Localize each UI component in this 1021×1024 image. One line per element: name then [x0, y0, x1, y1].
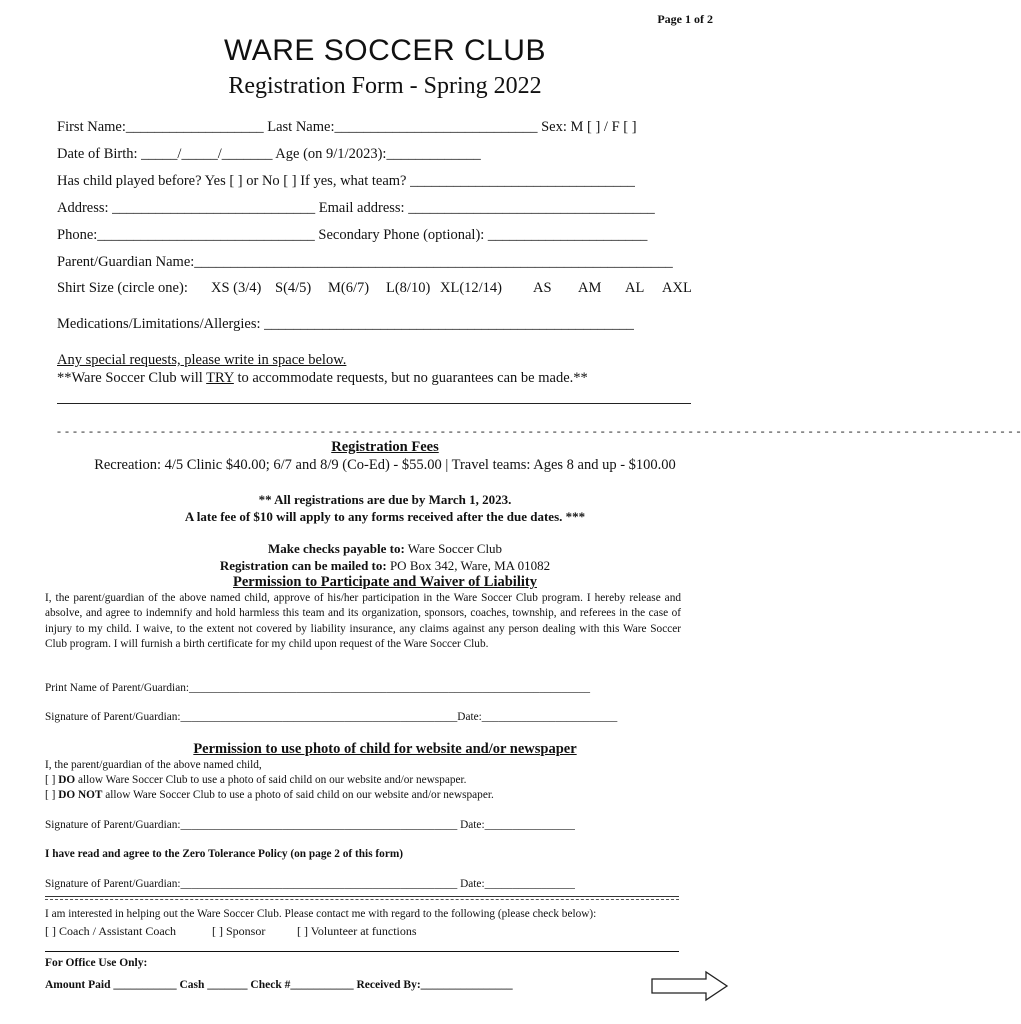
waiver-text: I, the parent/guardian of the above named child, approve of his/her participation in the Ware Soccer Club program. I hereby release and absolve, and agree to indemnify and hold harmless this team and its organization, sponsors, coaches, township, and referees in the case of injury to my child. I waive, to the extent not covered by liability insurance, any claims against any person dealing with this Ware Soccer Club program. I will furnish a birth certificate for my child upon request of the Ware Soccer Club. [45, 592, 681, 650]
waiver-signature-field[interactable]: Signature of Parent/Guardian:_________________________________________________Date:________________________ [45, 711, 618, 723]
club-name-title: WARE SOCCER CLUB [224, 34, 546, 67]
shirt-size-option[interactable]: S(4/5) [275, 280, 312, 296]
volunteer-option-coach[interactable]: [ ] Coach / Assistant Coach [45, 924, 176, 938]
medications-field[interactable]: Medications/Limitations/Allergies: ___________________________________________________ [57, 316, 634, 332]
office-separator [45, 951, 679, 952]
checkbox[interactable]: [ ] [45, 774, 59, 786]
mailing-address-line [0, 558, 770, 574]
late-fee-notice: A late fee of $10 will apply to any forms received after the due dates. *** [184, 509, 586, 524]
volunteer-option-functions[interactable]: [ ] Volunteer at functions [297, 924, 417, 938]
checks-payable-value: Ware Soccer Club [404, 541, 503, 556]
volunteer-intro: I am interested in helping out the Ware Soccer Club. Please contact me with regard to the following (please check below): [45, 908, 597, 920]
do-not-text: allow Ware Soccer Club to use a photo of said child on our website and/or newspaper. [102, 789, 494, 801]
form-title: Registration Form - Spring 2022 [228, 73, 542, 99]
section-divider: - - - - - - - - - - - - - - - - - - - - - - - - - - - - - - - - - - - - - - - - - - - - - - - - - - - - - - - - - - - - - - - - - - - - - - - - - - - - - - - - - - - - - - - - - - - - - - - - - - - - - - - - - - - - - - - - - - - - - - - - - [57, 424, 1021, 438]
checks-payable-label: Make checks payable to: [267, 541, 405, 556]
print-name-field[interactable]: Print Name of Parent/Guardian:_______________________________________________________________________ [45, 682, 591, 694]
shirt-size-label: Shirt Size (circle one): [57, 280, 188, 296]
mailing-address-value: PO Box 342, Ware, MA 01082 [386, 558, 551, 573]
note-emphasis: TRY [206, 370, 234, 386]
shirt-size-option[interactable]: XL(12/14) [440, 280, 503, 296]
do-not-word: DO NOT [58, 789, 103, 801]
mailing-address-label: Registration can be mailed to: [219, 558, 387, 573]
section-rule [45, 899, 679, 900]
do-text: allow Ware Soccer Club to use a photo of said child on our website and/or newspaper. [75, 774, 467, 786]
registration-fees-line: Recreation: 4/5 Clinic $40.00; 6/7 and 8/9 (Co-Ed) - $55.00 | Travel teams: Ages 8 and up - $100.00 [94, 457, 676, 473]
waiver-heading: Permission to Participate and Waiver of Liability [233, 574, 537, 590]
checks-payable-line [0, 541, 770, 557]
address-email-field-row[interactable]: Address: ____________________________ Email address: __________________________________ [57, 200, 655, 216]
registration-due-notice: ** All registrations are due by March 1, 2023. [258, 492, 512, 507]
parent-guardian-name-field[interactable]: Parent/Guardian Name:__________________________________________________________________ [57, 254, 673, 270]
shirt-size-option[interactable]: AM [578, 280, 602, 296]
registration-fees-heading: Registration Fees [331, 439, 439, 455]
played-before-field-row[interactable]: Has child played before? Yes [ ] or No [ ] If yes, what team? _______________________________ [57, 173, 635, 189]
photo-do-not-option[interactable] [45, 789, 494, 801]
date-of-birth-age-field-row[interactable]: Date of Birth: _____/_____/_______ Age (on 9/1/2023):_____________ [57, 146, 481, 162]
special-requests-heading: Any special requests, please write in space below. [57, 352, 347, 368]
photo-do-option[interactable] [45, 774, 467, 786]
next-page-arrow-icon[interactable] [651, 971, 729, 1001]
photo-signature-field[interactable]: Signature of Parent/Guardian:_________________________________________________ Date:________________ [45, 819, 575, 831]
office-use-heading: For Office Use Only: [45, 957, 148, 969]
shirt-size-option[interactable]: AL [625, 280, 645, 296]
volunteer-option-sponsor[interactable]: [ ] Sponsor [212, 924, 266, 938]
special-requests-note [57, 370, 588, 387]
note-prefix: **Ware Soccer Club will [57, 370, 207, 386]
shirt-size-option[interactable]: L(8/10) [386, 280, 431, 296]
photo-permission-heading: Permission to use photo of child for website and/or newspaper [193, 741, 577, 757]
shirt-size-option[interactable]: AXL [662, 280, 692, 296]
zero-tolerance-signature-field[interactable]: Signature of Parent/Guardian:_________________________________________________ Date:________________ [45, 878, 575, 890]
shirt-size-option[interactable]: AS [533, 280, 552, 296]
office-use-fields[interactable]: Amount Paid ___________ Cash _______ Check #___________ Received By:________________ [45, 979, 513, 991]
page-indicator: Page 1 of 2 [657, 12, 713, 26]
shirt-size-option[interactable]: M(6/7) [328, 280, 370, 296]
special-requests-write-line[interactable] [57, 403, 691, 404]
phone-field-row[interactable]: Phone:______________________________ Secondary Phone (optional): ______________________ [57, 227, 648, 243]
do-word: DO [58, 774, 76, 786]
photo-permission-intro: I, the parent/guardian of the above named child, [45, 759, 262, 771]
name-sex-field-row[interactable]: First Name:___________________ Last Name:____________________________ Sex: M [ ] / F [ ] [57, 119, 637, 135]
note-suffix: to accommodate requests, but no guarantees can be made.** [233, 370, 588, 386]
section-rule [45, 896, 679, 897]
shirt-size-option[interactable]: XS (3/4) [211, 280, 262, 296]
checkbox[interactable]: [ ] [45, 789, 59, 801]
zero-tolerance-statement: I have read and agree to the Zero Tolerance Policy (on page 2 of this form) [45, 848, 404, 860]
